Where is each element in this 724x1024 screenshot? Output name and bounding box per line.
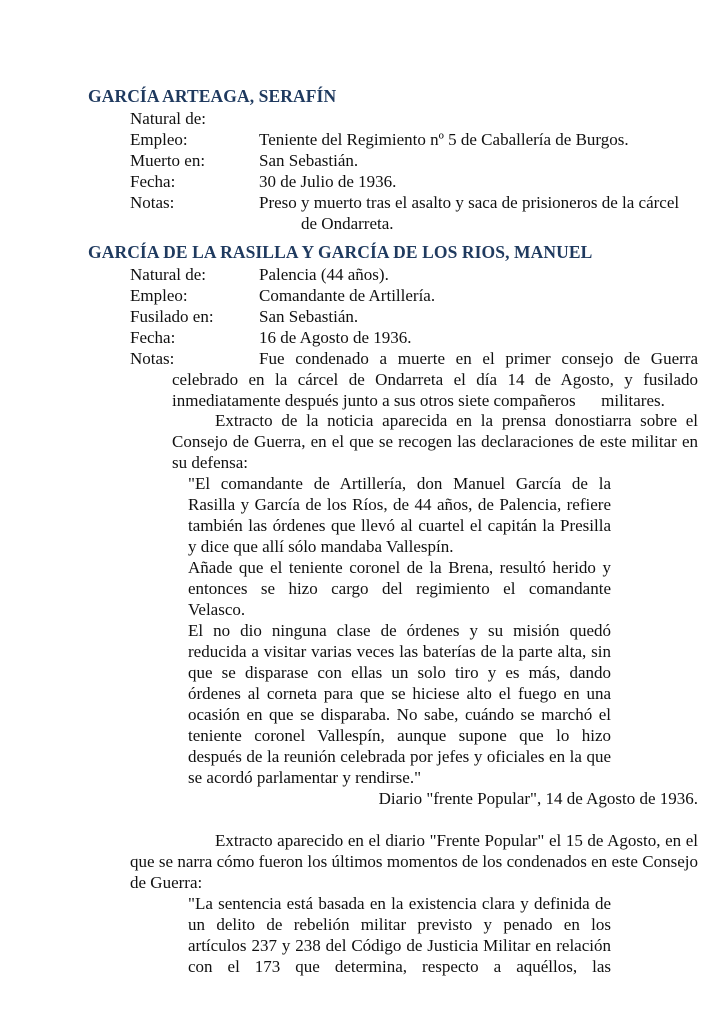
source-citation: Diario "frente Popular", 14 de Agosto de 1936. [378,789,698,808]
quote-line: El no dio ninguna clase de órdenes y su misión quedó [188,621,611,640]
quote-line: teniente coronel Vallespín, aunque supone que lo hizo [188,726,611,745]
field-value: San Sebastián. [259,151,359,170]
field-row-natural [0,264,724,285]
extract2-line: de Guerra: [130,873,203,892]
quote-line: Añade que el teniente coronel de la Brena, resultó herido y [188,558,611,577]
field-row-empleo [0,285,724,306]
field-row-notas [0,348,724,369]
field-row-fecha [0,171,724,192]
field-row-fusilado [0,306,724,327]
notes-line: celebrado en la cárcel de Ondarreta el día 14 de Agosto, y fusilado [172,370,698,389]
extract1-line: Consejo de Guerra, en el que se recogen las declaraciones de este militar en [172,432,698,451]
extract2-line: Extracto aparecido en el diario "Frente Popular" el 15 de Agosto, en el [215,831,698,850]
quote-line: que se disparase con ellas un solo tiro y es más, dando [188,663,611,682]
extract2-line: que se narra cómo fueron los últimos momentos de los condenados en este Consejo [130,852,698,871]
notes-line: inmediatamente después junto a sus otros siete compañeros militares. [172,391,665,410]
field-label: Natural de: [130,109,206,128]
field-label: Fecha: [130,328,176,347]
extract2-paragraph [130,851,698,893]
field-label: Natural de: [130,265,206,284]
field-label: Fusilado en: [130,307,214,326]
quote-line: ocasión en que se disparaba. No sabe, cuándo se marchó el [188,705,611,724]
quote-line: un delito de rebelión militar previsto y penado en los [188,915,611,934]
quote-line: después de la reunión celebrada por jefes y oficiales en la que [188,747,611,766]
field-label: Notas: [130,349,175,368]
quote-line: órdenes al corneta para que se hiciese alto el fuego en una [188,684,611,703]
quote-line: artículos 237 y 238 del Código de Justicia Militar en relación [188,936,611,955]
quote-line: se acordó parlamentar y rendirse." [188,768,422,787]
field-label: Notas: [130,193,175,212]
quote-line: reducida a visitar varias veces las baterías de la parte alta, sin [188,642,611,661]
field-value: 30 de Julio de 1936. [259,172,397,191]
quote-line: Velasco. [188,600,246,619]
field-label: Empleo: [130,130,188,149]
quote-line: entonces se hizo cargo del regimiento el comandante [188,579,611,598]
notes-continuation: de Ondarreta. [301,214,394,233]
quote-line: "La sentencia está basada en la existencia clara y definida de [188,894,611,913]
field-row-empleo [0,129,724,150]
quote1-block [188,473,611,788]
entry-title-garcia-de-la-rasilla: GARCÍA DE LA RASILLA Y GARCÍA DE LOS RIOS, MANUEL [88,242,593,262]
quote-line: también las órdenes que llevó al cuartel el capitán la Presilla [188,516,611,535]
field-row-muerto [0,150,724,171]
field-value: Fue condenado a muerte en el primer consejo de Guerra [259,349,698,368]
entry-title-garcia-arteaga: GARCÍA ARTEAGA, SERAFÍN [88,86,337,106]
extract1-paragraph [172,431,698,473]
extract1-line: su defensa: [172,453,249,472]
field-label: Fecha: [130,172,176,191]
field-value: Palencia (44 años). [259,265,389,284]
quote-line: con el 173 que determina, respecto a aquéllos, las [188,957,611,976]
quote-line: "El comandante de Artillería, don Manuel García de la [188,474,611,493]
field-value: Comandante de Artillería. [259,286,436,305]
quote-line: y dice que allí sólo mandaba Vallespín. [188,537,454,556]
extract1-line: Extracto de la noticia aparecida en la prensa donostiarra sobre el [215,411,698,430]
field-value: Preso y muerto tras el asalto y saca de prisioneros de la cárcel [259,193,680,212]
field-label: Muerto en: [130,151,206,170]
quote2-block [188,893,611,977]
field-value: San Sebastián. [259,307,359,326]
field-row-fecha [0,327,724,348]
notes-paragraph [172,369,698,411]
field-value: 16 de Agosto de 1936. [259,328,412,347]
field-row-natural [0,108,724,129]
quote-line: Rasilla y García de los Ríos, de 44 años, de Palencia, refiere [188,495,611,514]
field-value: Teniente del Regimiento nº 5 de Caballería de Burgos. [259,130,629,149]
field-row-notas [0,192,724,213]
field-label: Empleo: [130,286,188,305]
